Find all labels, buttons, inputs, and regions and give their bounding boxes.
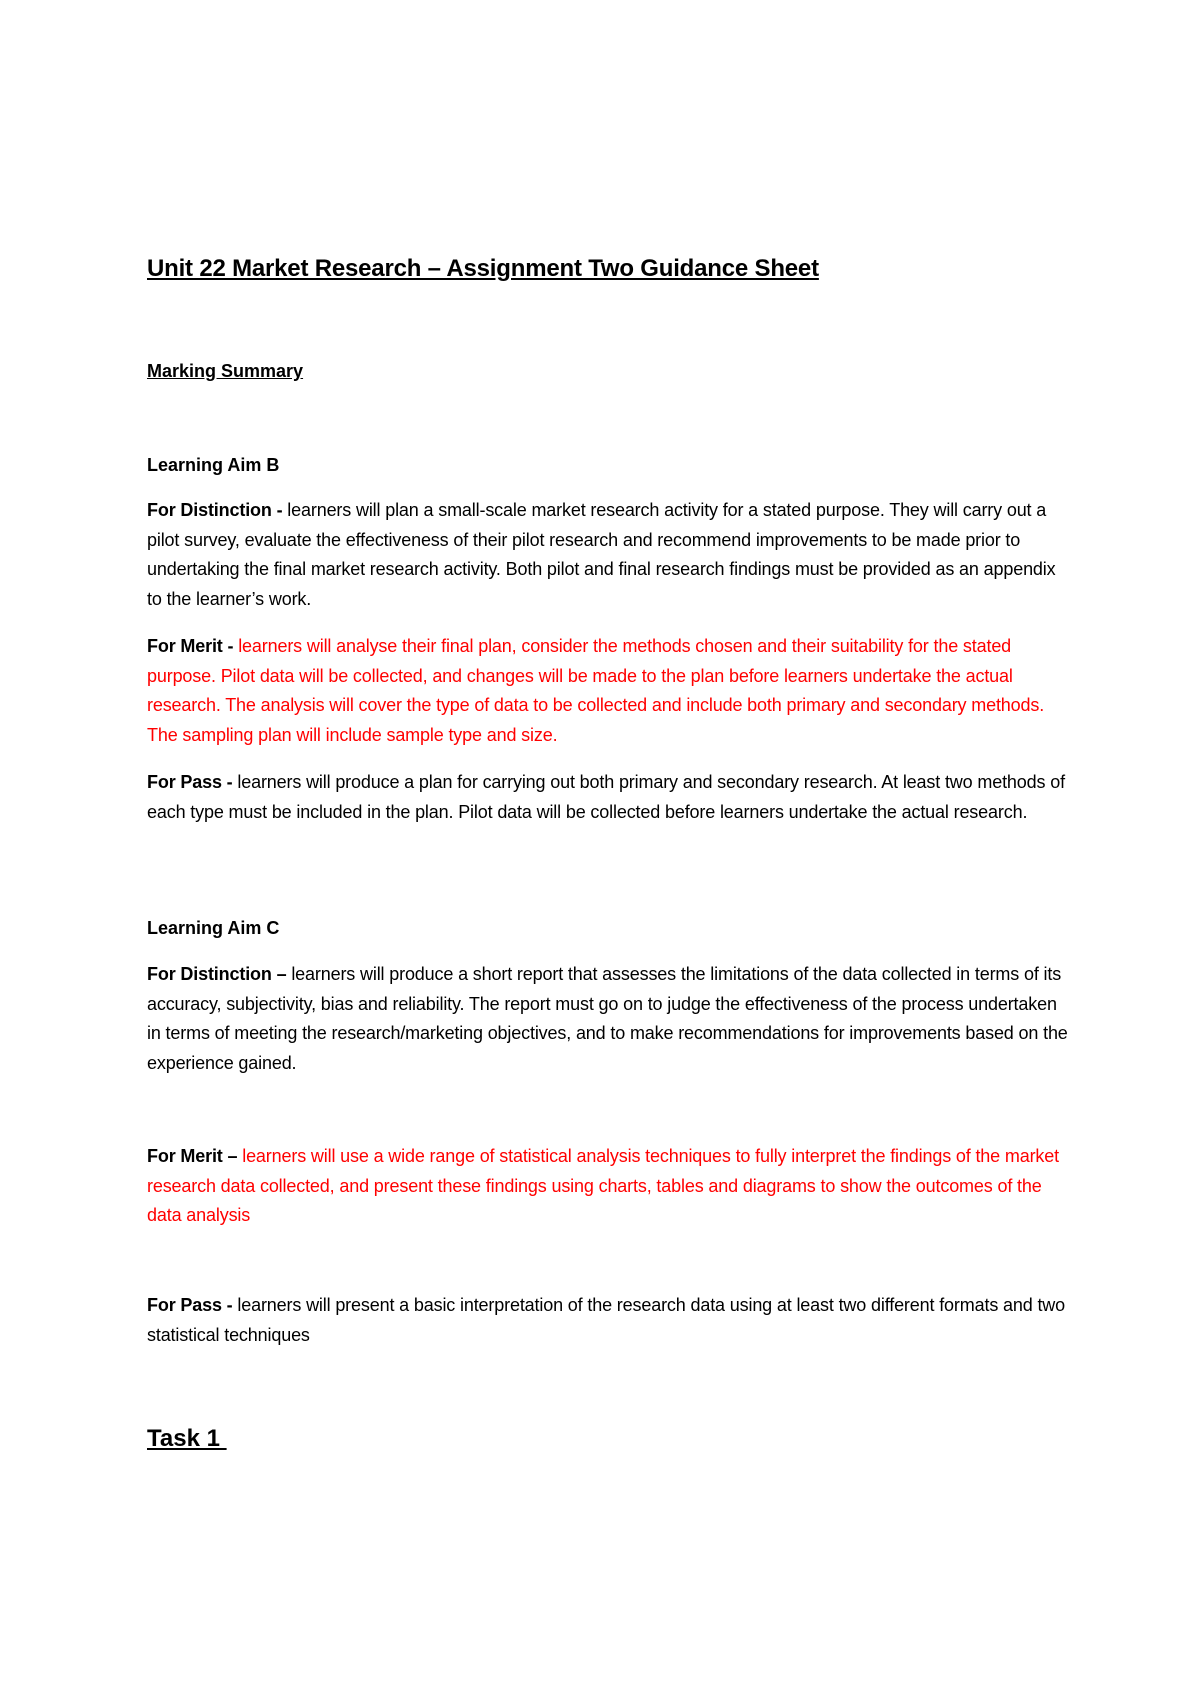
aim-c-merit-paragraph: [147, 1142, 1072, 1231]
aim-b-pass-label: For Pass -: [147, 772, 238, 792]
aim-b-distinction-label: For Distinction -: [147, 500, 288, 520]
aim-c-pass-paragraph: [147, 1291, 1072, 1350]
learning-aim-c-heading: Learning Aim C: [147, 918, 280, 938]
aim-c-merit-text: learners will use a wide range of statistical analysis techniques to fully interpret the findings of the market research data collected, and present these findings using charts, tables and diagrams to show the outcomes of the data analysis: [147, 1146, 1059, 1225]
aim-c-distinction-text: learners will produce a short report that assesses the limitations of the data collected in terms of its accuracy, subjectivity, bias and reliability. The report must go on to judge the effectiveness of the process undertaken in terms of meeting the research/marketing objectives, and to make recommendations for improvements based on the experience gained.: [147, 964, 1068, 1073]
aim-b-merit-label: For Merit -: [147, 636, 239, 656]
document-title: Unit 22 Market Research – Assignment Two Guidance Sheet: [147, 255, 819, 282]
aim-b-pass-paragraph: [147, 768, 1072, 827]
aim-b-merit-text: learners will analyse their final plan, consider the methods chosen and their suitability for the stated purpose. Pilot data will be collected, and changes will be made to the plan before learners undertake the actual research. The analysis will cover the type of data to be collected and include both primary and secondary methods. The sampling plan will include sample type and size.: [147, 636, 1045, 745]
aim-c-pass-label: For Pass -: [147, 1295, 238, 1315]
aim-b-distinction-paragraph: [147, 496, 1072, 614]
task-1-heading: Task 1: [147, 1425, 227, 1452]
aim-b-pass-text: learners will produce a plan for carrying out both primary and secondary research. At least two methods of each type must be included in the plan. Pilot data will be collected before learners undertake the actual research.: [147, 772, 1065, 822]
aim-c-pass-text: learners will present a basic interpretation of the research data using at least two different formats and two statistical techniques: [147, 1295, 1066, 1345]
aim-c-distinction-paragraph: [147, 960, 1072, 1078]
aim-c-distinction-label: For Distinction –: [147, 964, 292, 984]
aim-b-merit-paragraph: [147, 632, 1072, 750]
learning-aim-b-heading: Learning Aim B: [147, 455, 280, 475]
aim-b-distinction-text: learners will plan a small-scale market research activity for a stated purpose. They will carry out a pilot survey, evaluate the effectiveness of their pilot research and recommend improvements to be made prior to undertaking the final market research activity. Both pilot and final research findings must be provided as an appendix to the learner’s work.: [147, 500, 1056, 609]
aim-c-merit-label: For Merit –: [147, 1146, 243, 1166]
marking-summary-heading: Marking Summary: [147, 361, 304, 381]
